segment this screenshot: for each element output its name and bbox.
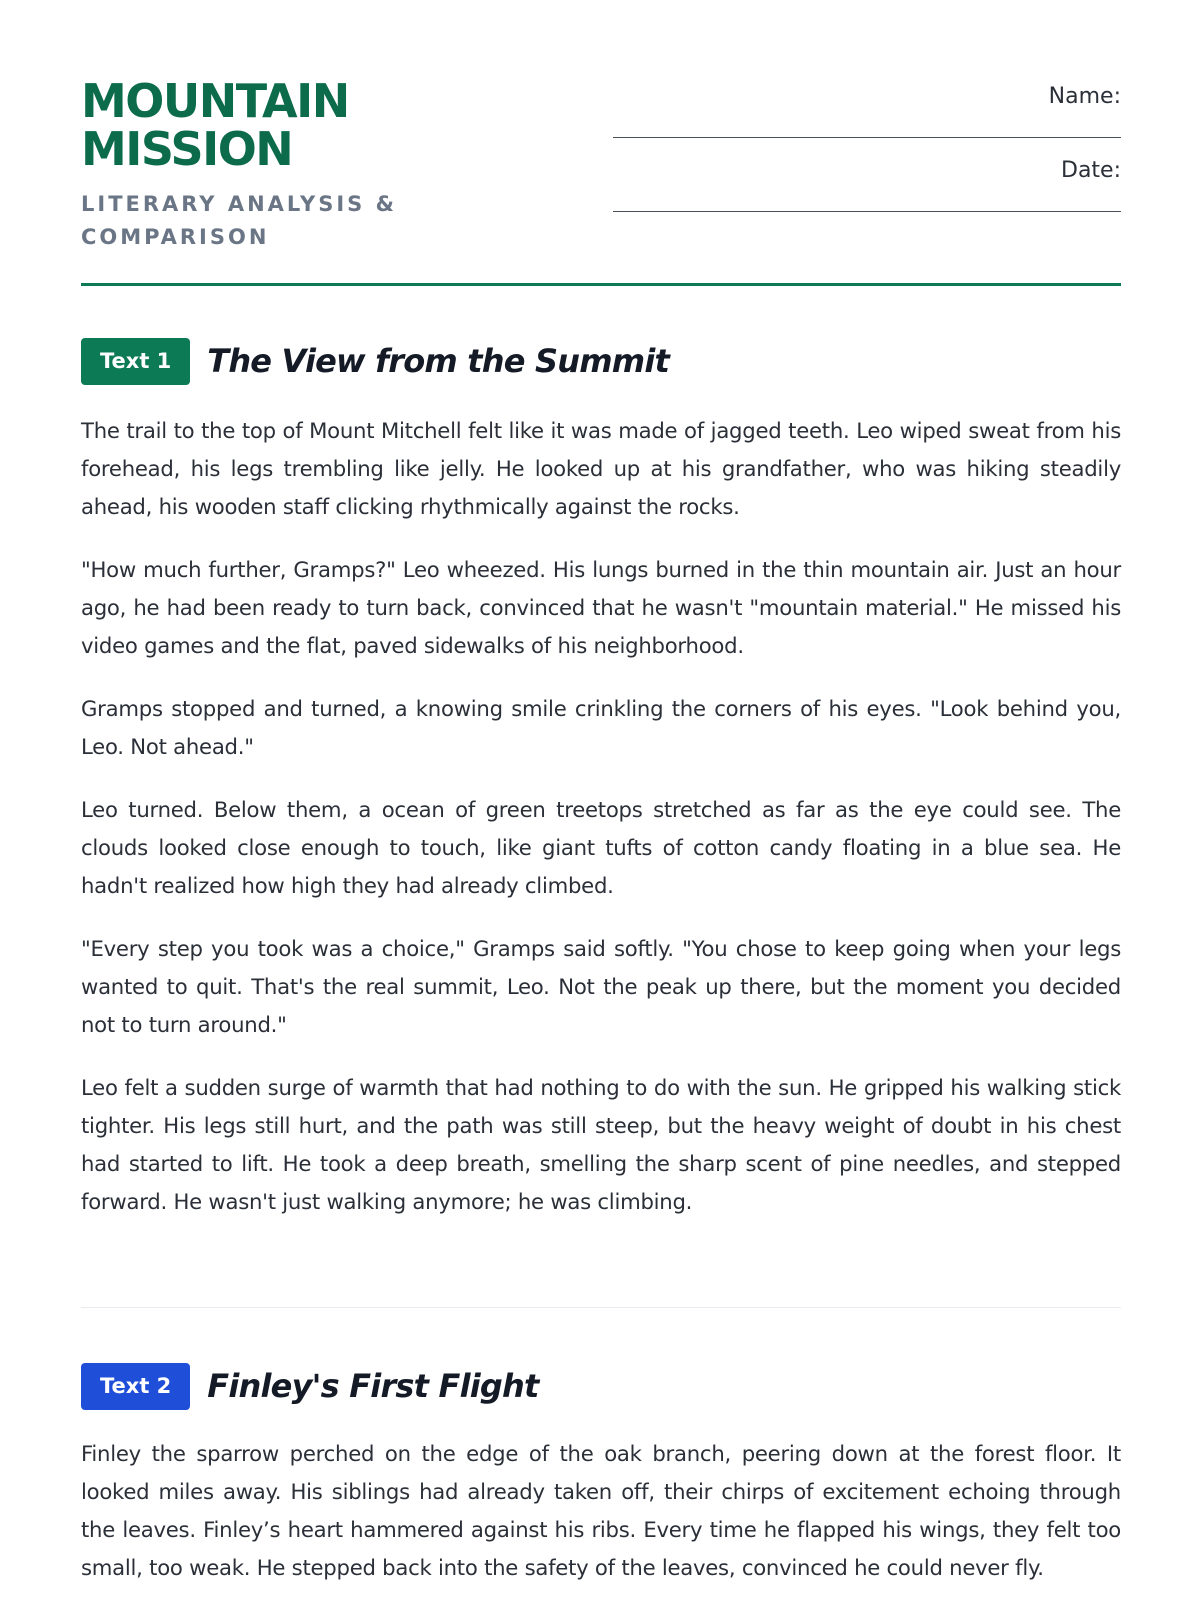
text-1-paragraph: "How much further, Gramps?" Leo wheezed. His lungs burned in the thin mountain air. Just an hour ago, he had been ready to turn back, convinced that he wasn't "mountain material." He missed his video games and the flat, paved sidewalks of his neighborhood.	[81, 557, 1121, 658]
text-1-badge: Text 1	[81, 338, 190, 385]
date-label: Date:	[1061, 158, 1121, 183]
worksheet-header	[81, 0, 1121, 286]
text-1-paragraph: Leo felt a sudden surge of warmth that had nothing to do with the sun. He gripped his walking stick tighter. His legs still hurt, and the path was still steep, but the heavy weight of doubt in his chest had started to lift. He took a deep breath, smelling the sharp scent of pine needles, and stepped forward. He wasn't just walking anymore; he was climbing.	[81, 1075, 1121, 1214]
text-1-paragraph: "Every step you took was a choice," Gramps said softly. "You chose to keep going when your legs wanted to quit. That's the real summit, Leo. Not the peak up there, but the moment you decided not to turn around."	[81, 936, 1121, 1037]
text-2-section	[81, 1362, 1121, 1587]
text-1-paragraph: Leo turned. Below them, a ocean of green treetops stretched as far as the eye could see. The clouds looked close enough to touch, like giant tufts of cotton candy floating in a blue sea. He hadn't realized how high they had already climbed.	[81, 797, 1121, 898]
worksheet-page	[81, 0, 1121, 1580]
text-2-paragraph: Finley the sparrow perched on the edge of the oak branch, peering down at the forest floor. It looked miles away. His siblings had already taken off, their chirps of excitement echoing through the leaves. Finley’s heart hammered against his ribs. Every time he flapped his wings, they felt too small, too weak. He stepped back into the safety of the leaves, convinced he could never fly.	[81, 1441, 1121, 1580]
text-1-body	[81, 412, 1121, 1221]
section-divider	[81, 1307, 1121, 1308]
text-1-paragraph: Gramps stopped and turned, a knowing smile crinkling the corners of his eyes. "Look behind you, Leo. Not ahead."	[81, 696, 1121, 759]
text-2-heading	[81, 1362, 1121, 1410]
date-field[interactable]	[613, 154, 1121, 228]
date-line[interactable]	[613, 211, 1121, 212]
name-label: Name:	[1048, 84, 1121, 109]
worksheet-subtitle: LITERARY ANALYSIS & COMPARISON	[81, 192, 397, 249]
worksheet-title: MOUNTAIN MISSION	[81, 74, 349, 176]
text-2-title: Finley's First Flight	[207, 1367, 539, 1405]
name-line[interactable]	[613, 137, 1121, 138]
text-1-title: The View from the Summit	[207, 342, 670, 380]
text-2-badge: Text 2	[81, 1363, 190, 1410]
text-1-section	[81, 337, 1121, 1221]
student-info-fields	[613, 80, 1121, 228]
text-1-heading	[81, 337, 1121, 385]
text-1-paragraph: The trail to the top of Mount Mitchell felt like it was made of jagged teeth. Leo wiped sweat from his forehead, his legs trembling like jelly. He looked up at his grandfather, who was hiking steadily ahead, his wooden staff clicking rhythmically against the rocks.	[81, 418, 1121, 519]
text-2-body	[81, 1435, 1121, 1587]
name-field[interactable]	[613, 80, 1121, 154]
